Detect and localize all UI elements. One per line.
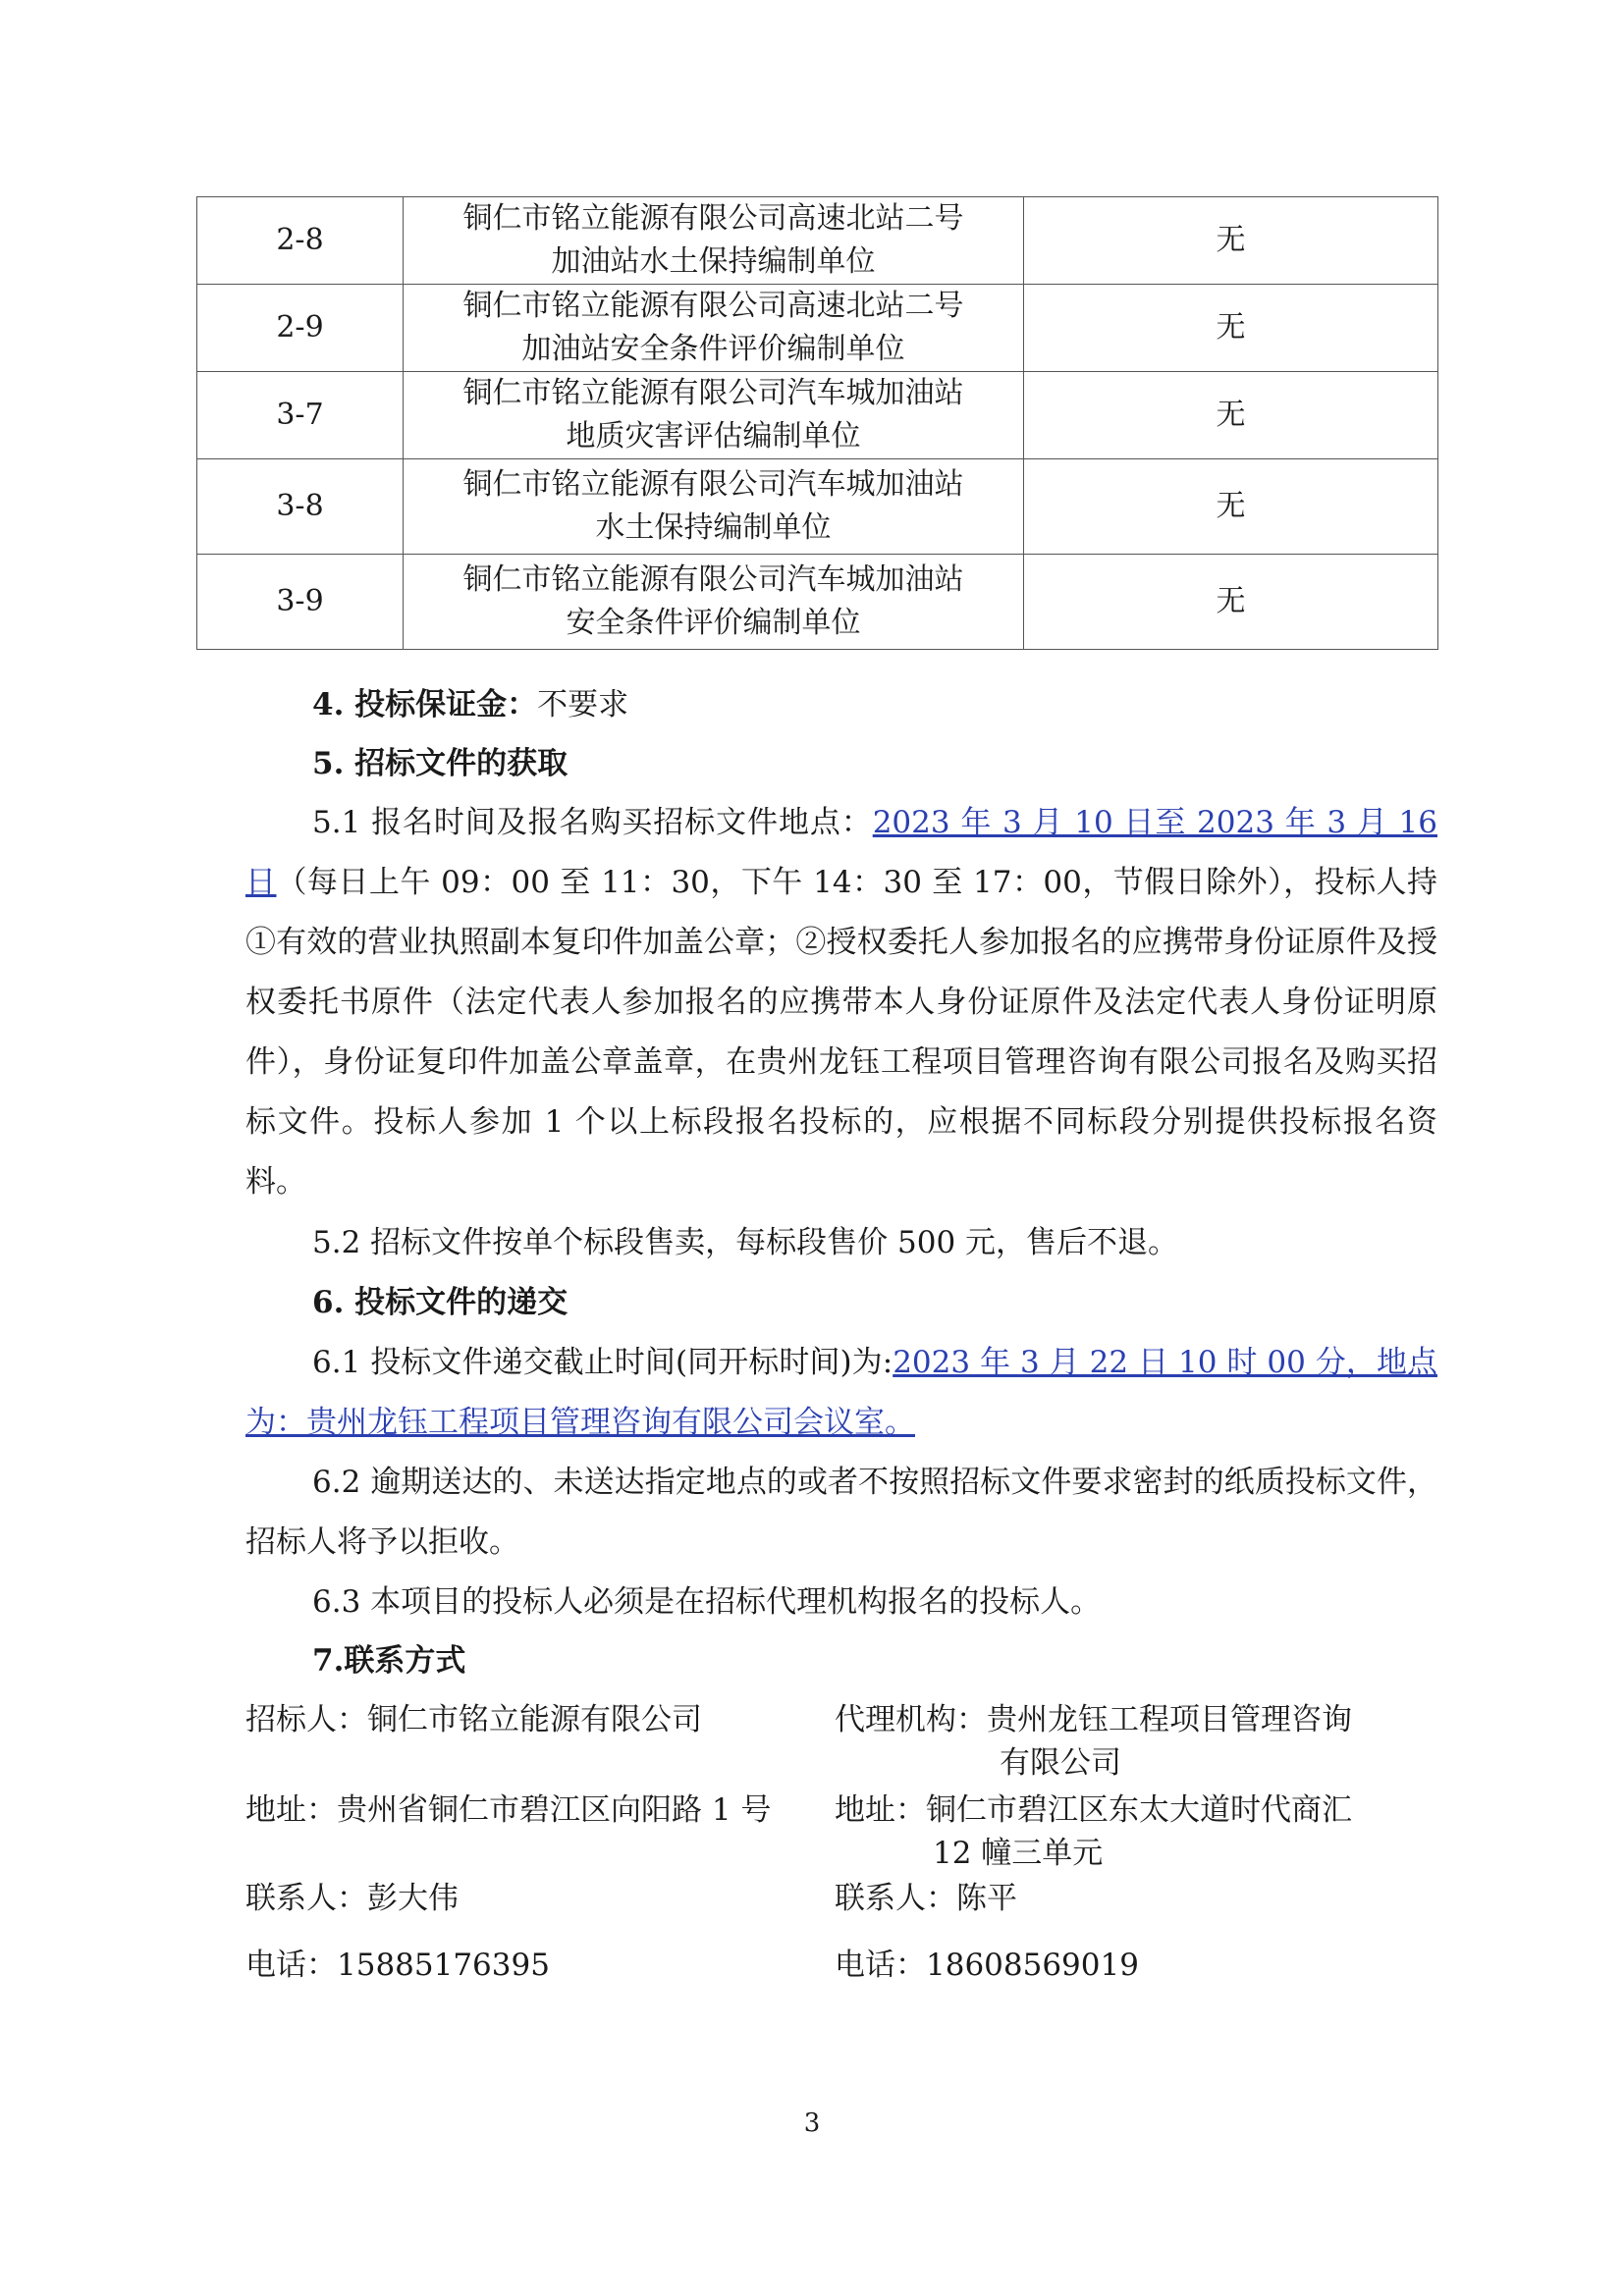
- section-4-title: 4. 投标保证金：: [312, 687, 538, 722]
- p1-prefix: 6.1 投标文件递交截止时间(同开标时间)为:: [312, 1345, 893, 1380]
- agency-org-line1: 代理机构：贵州龙钰工程项目管理咨询: [835, 1702, 1352, 1737]
- tenderer-address: 地址：贵州省铜仁市碧江区向阳路 1 号: [245, 1792, 772, 1828]
- row-name-line2: 水土保持编制单位: [595, 510, 832, 545]
- row-name: [404, 285, 1024, 372]
- p1-prefix: 5.1 报名时间及报名购买招标文件地点：: [312, 805, 873, 840]
- section-6-paragraph-1: [245, 1333, 1437, 1453]
- table-row: [197, 285, 1438, 372]
- section-5-paragraph-1: [245, 793, 1437, 1212]
- section-7-heading: 7.联系方式: [312, 1643, 466, 1679]
- row-value: 无: [1024, 372, 1438, 459]
- row-name-line1: 铜仁市铭立能源有限公司汽车城加油站: [462, 562, 964, 597]
- row-name: [404, 459, 1024, 555]
- row-name: [404, 555, 1024, 650]
- tenderer-contact: 联系人：彭大伟: [245, 1881, 459, 1916]
- row-value: 无: [1024, 285, 1438, 372]
- section-4-value: 不要求: [537, 687, 629, 722]
- section-6-paragraph-2: 6.2 逾期送达的、未送达指定地点的或者不按照招标文件要求密封的纸质投标文件，招标人将予以拒收。: [245, 1465, 1437, 1560]
- section-5-heading: 5. 招标文件的获取: [312, 746, 568, 781]
- tenderer-org: 招标人：铜仁市铭立能源有限公司: [245, 1702, 702, 1737]
- row-name-line1: 铜仁市铭立能源有限公司汽车城加油站: [462, 467, 964, 502]
- deadline-link[interactable]: 2023 年 3 月 22 日 10 时 00 分，: [893, 1345, 1377, 1380]
- agency-address-line1: 地址：铜仁市碧江区东太大道时代商汇: [835, 1792, 1352, 1828]
- row-number: 3-8: [197, 459, 404, 555]
- table-row: [197, 372, 1438, 459]
- section-5-paragraph-2: 5.2 招标文件按单个标段售卖，每标段售价 500 元，售后不退。: [312, 1225, 1179, 1260]
- page-number: 3: [803, 2109, 821, 2138]
- section-6-heading: 6. 投标文件的递交: [312, 1285, 568, 1320]
- row-number: 3-7: [197, 372, 404, 459]
- row-value: 无: [1024, 459, 1438, 555]
- location-link[interactable]: 地点为：贵州龙钰工程项目管理咨询有限公司会议室。: [245, 1345, 1438, 1440]
- row-name-line1: 铜仁市铭立能源有限公司高速北站二号: [462, 201, 964, 236]
- section-6-paragraph-3: 6.3 本项目的投标人必须是在招标代理机构报名的投标人。: [312, 1584, 1102, 1620]
- row-name-line2: 加油站水土保持编制单位: [551, 244, 876, 279]
- bid-section-table: [196, 196, 1438, 650]
- table-row: [197, 197, 1438, 285]
- row-value: 无: [1024, 555, 1438, 650]
- row-name-line2: 加油站安全条件评价编制单位: [521, 332, 905, 366]
- agency-contact: 联系人：陈平: [835, 1881, 1017, 1916]
- tenderer-phone: 电话：15885176395: [245, 1948, 550, 1983]
- registration-date-link[interactable]: 2023 年 3 月 10 日至 2023 年 3 月 16: [872, 805, 1437, 840]
- row-name-line1: 铜仁市铭立能源有限公司高速北站二号: [462, 289, 964, 323]
- table-row: [197, 555, 1438, 650]
- table-row: [197, 459, 1438, 555]
- row-name-line2: 地质灾害评估编制单位: [566, 419, 861, 454]
- row-name-line1: 铜仁市铭立能源有限公司汽车城加油站: [462, 376, 964, 410]
- row-name: [404, 197, 1024, 285]
- row-value: 无: [1024, 197, 1438, 285]
- row-number: 2-8: [197, 197, 404, 285]
- row-number: 2-9: [197, 285, 404, 372]
- agency-org: [835, 1698, 1443, 1785]
- agency-address-line2: 12 幢三单元: [933, 1836, 1104, 1871]
- agency-org-line2: 有限公司: [1000, 1745, 1121, 1781]
- p1-rest: （每日上午 09：00 至 11：30，下午 14：30 至 17：00，节假日除外），投标人持①有效的营业执照副本复印件加盖公章；②授权委托人参加报名的应携带身份证原件及授权委托书原件（法定代表人参加报名的应携带本人身份证原件及法定代表人身份证明原件），身份证复印件加盖公章盖章，在贵州龙钰工程项目管理咨询有限公司报名及购买招标文件。投标人参加 1 个以上标段报名投标的，应根据不同标段分别提供投标报名资料。: [245, 865, 1437, 1200]
- row-number: 3-9: [197, 555, 404, 650]
- agency-phone: 电话：18608569019: [835, 1948, 1139, 1983]
- agency-address: [835, 1789, 1443, 1875]
- registration-date-link-end[interactable]: 日: [245, 865, 277, 900]
- row-name-line2: 安全条件评价编制单位: [566, 606, 861, 640]
- row-name: [404, 372, 1024, 459]
- section-4-heading: [245, 675, 1504, 734]
